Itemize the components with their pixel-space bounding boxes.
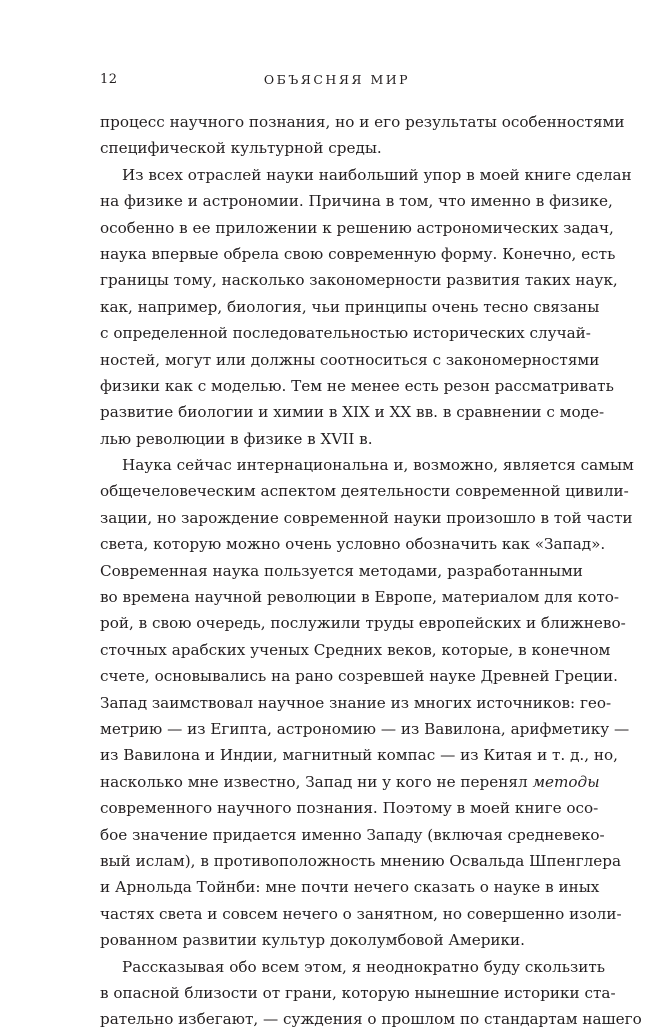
text-line: рой, в свою очередь, послужили труды европейских и ближнево- [100,614,626,633]
page-number: 12 [100,72,118,87]
paragraph [100,452,634,953]
text-line: физики как с моделью. Тем не менее есть резон рассматривать [100,376,614,395]
text-line: света, которую можно очень условно обозначить как «Запад». [100,535,606,554]
text-line: специфической культурной среды. [100,139,382,158]
text-line: развитие биологии и химии в XIX и XX вв. в сравнении с моде- [100,403,605,422]
text-line: как, например, биология, чьи принципы очень тесно связаны [100,297,600,316]
text-line: частях света и совсем нечего о занятном, но совершенно изоли- [100,904,622,923]
text-line: границы тому, насколько закономерности развития таких наук, [100,271,618,290]
text-line: на физике и астрономии. Причина в том, что именно в физике, [100,192,613,211]
text-line: особенно в ее приложении к решению астрономических задач, [100,218,614,237]
text-line: метрию — из Египта, астрономию — из Вавилона, арифметику — [100,719,630,738]
text-line: зации, но зарождение современной науки произошло в той части [100,508,633,527]
text-line: с определенной последовательностью исторических случай- [100,324,591,343]
paragraph [100,109,625,162]
text-line: Наука сейчас интернациональна и, возможно, является самым [122,456,634,475]
text-line: в опасной близости от грани, которую нынешние историки ста- [100,983,616,1002]
text-line: сточных арабских ученых Средних веков, которые, в конечном [100,640,611,659]
text-line: ностей, могут или должны соотноситься с закономерностями [100,350,600,369]
text-line-with-emphasis [100,769,600,795]
text-line: и Арнольда Тойнби: мне почти нечего сказать о науке в иных [100,878,600,897]
text-line: лью революции в физике в XVII в. [100,429,373,448]
text-line: Рассказывая обо всем этом, я неоднократно буду скользить [122,957,606,976]
text-line: рательно избегают, — суждения о прошлом по стандартам нашего [100,1010,642,1029]
text-line: Запад заимствовал научное знание из многих источников: гео- [100,693,612,712]
text-line: наука впервые обрела свою современную форму. Конечно, есть [100,244,616,263]
paragraph [100,162,632,452]
text-line: Из всех отраслей науки наибольший упор в моей книге сделан [122,165,632,184]
text-line: общечеловеческим аспектом деятельности современной цивили- [100,482,629,501]
emphasis-word: методы [532,772,600,791]
page-header [100,72,574,92]
text-line: из Вавилона и Индии, магнитный компас — из Китая и т. д., но, [100,746,619,765]
text-line: во времена научной революции в Европе, материалом для кото- [100,588,620,607]
text-line: бое значение придается именно Западу (включая средневеко- [100,825,605,844]
text-line: современного научного познания. Поэтому в моей книге осо- [100,799,599,818]
running-title: ОБЪЯСНЯЯ МИР [263,72,411,87]
text-line: счете, основывались на рано созревшей науке Древней Греции. [100,667,618,686]
text-fragment: насколько мне известно, Запад ни у кого не перенял [100,772,533,791]
paragraph [100,954,642,1033]
text-line: вый ислам), в противоположность мнению Освальда Шпенглера [100,851,622,870]
text-line: рованном развитии культур доколумбовой Америки. [100,931,525,950]
body-text [100,109,642,1033]
text-line: процесс научного познания, но и его результаты особенностями [100,113,625,131]
text-line: Современная наука пользуется методами, разработанными [100,561,583,580]
